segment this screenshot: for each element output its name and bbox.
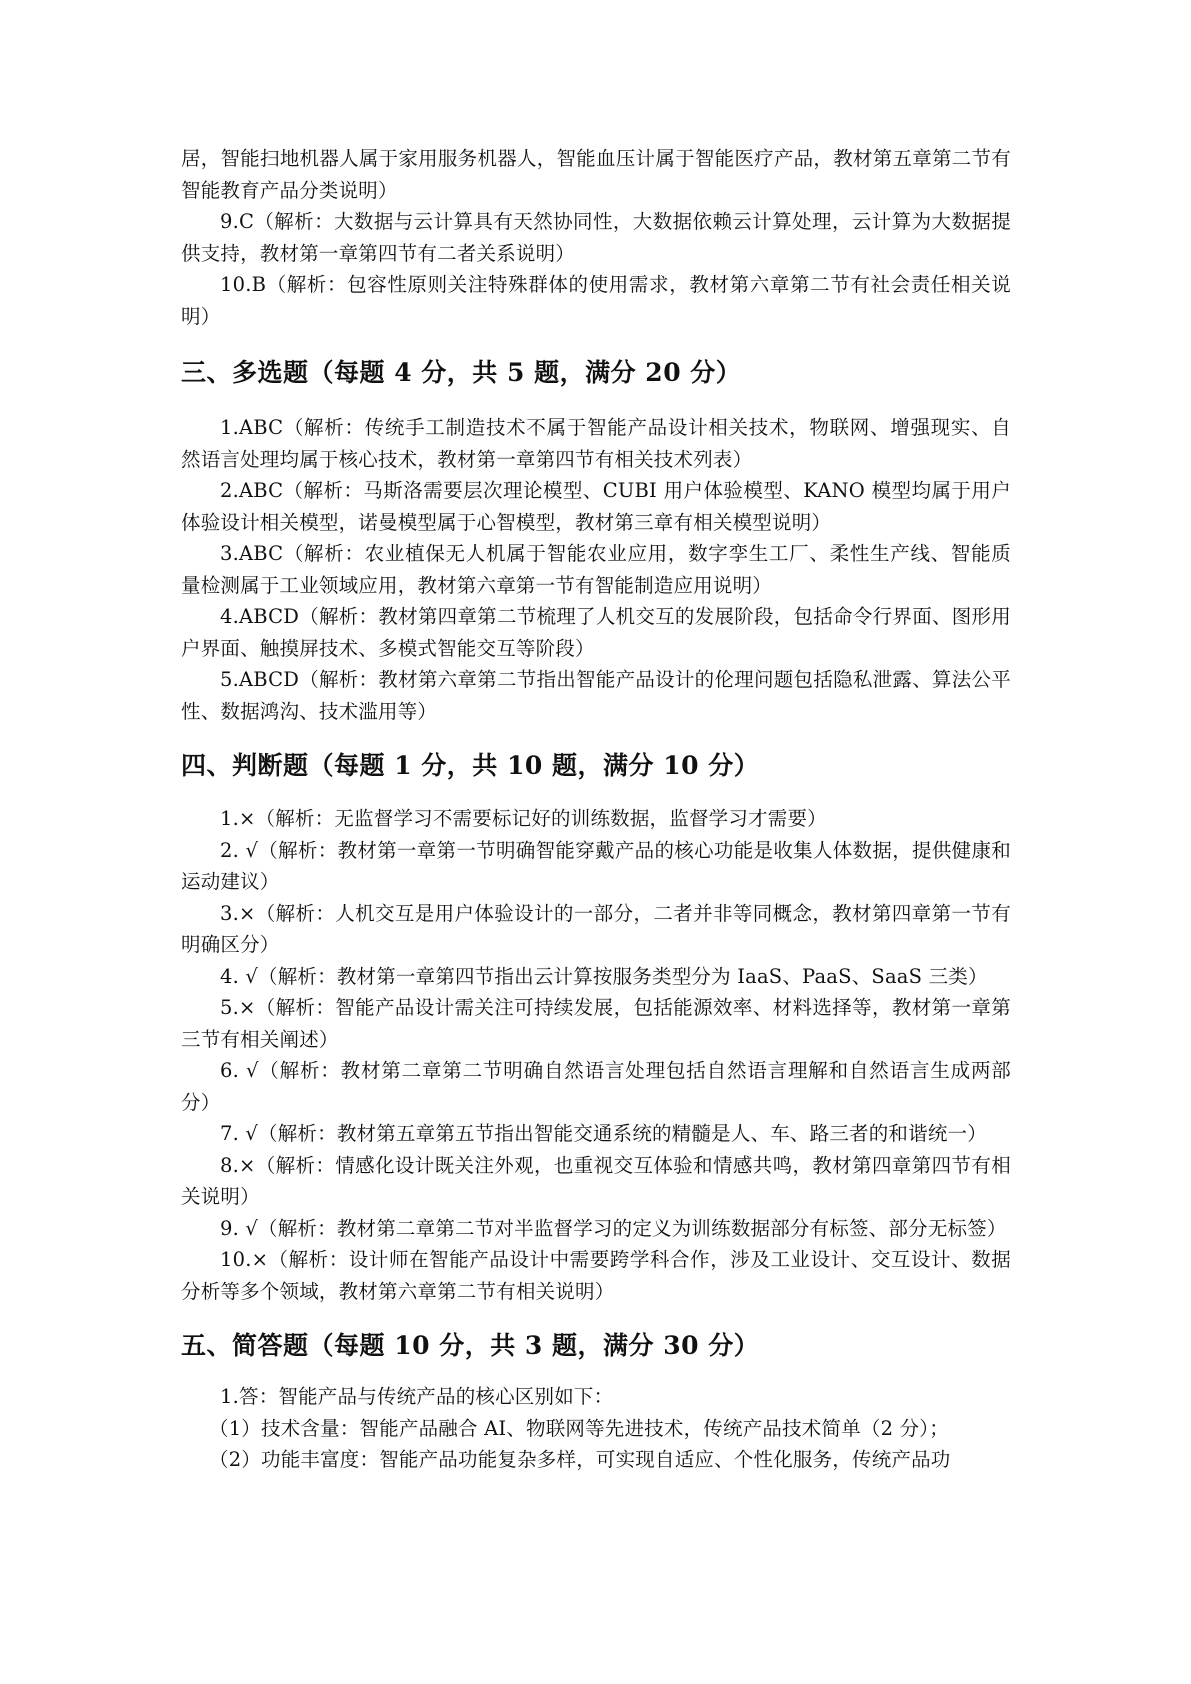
answer-sec3-q1: 1.ABC（解析：传统手工制造技术不属于智能产品设计相关技术，物联网、增强现实、自然语言处理均属于核心技术，教材第一章第四节有相关技术列表） <box>181 416 1011 471</box>
answer-sec2-q9: 9.C（解析：大数据与云计算具有天然协同性，大数据依赖云计算处理，云计算为大数据提供支持，教材第一章第四节有二者关系说明） <box>181 210 1011 265</box>
answer-sec3-q4: 4.ABCD（解析：教材第四章第二节梳理了人机交互的发展阶段，包括命令行界面、图形用户界面、触摸屏技术、多模式智能交互等阶段） <box>181 605 1011 660</box>
answer-sec5-q1-intro: 1.答：智能产品与传统产品的核心区别如下： <box>220 1385 614 1408</box>
answer-sec4-q5: 5.×（解析：智能产品设计需关注可持续发展，包括能源效率、材料选择等，教材第一章第三节有相关阐述） <box>181 996 1011 1051</box>
answer-sec4-q2: 2. √（解析：教材第一章第一节明确智能穿戴产品的核心功能是收集人体数据，提供健康和运动建议） <box>181 838 1011 893</box>
answer-sec5-q1-point2: （2）功能丰富度：智能产品功能复杂多样，可实现自适应、个性化服务，传统产品功 <box>209 1448 951 1471</box>
answer-sec3-q3: 3.ABC（解析：农业植保无人机属于智能农业应用，数字孪生工厂、柔性生产线、智能质量检测属于工业领域应用，教材第六章第一节有智能制造应用说明） <box>181 542 1011 597</box>
answer-sec2-q10: 10.B（解析：包容性原则关注特殊群体的使用需求，教材第六章第二节有社会责任相关说明） <box>181 273 1011 328</box>
section-heading-short-answer: 五、简答题（每题 10 分，共 3 题，满分 30 分） <box>181 1331 760 1360</box>
answer-sec4-q9: 9. √（解析：教材第二章第二节对半监督学习的定义为训练数据部分有标签、部分无标签） <box>220 1216 1007 1240</box>
answer-sec4-q1: 1.×（解析：无监督学习不需要标记好的训练数据，监督学习才需要） <box>220 807 827 830</box>
answer-sec4-q7: 7. √（解析：教材第五章第五节指出智能交通系统的精髓是人、车、路三者的和谐统一） <box>220 1122 987 1145</box>
answer-sec4-q4: 4. √（解析：教材第一章第四节指出云计算按服务类型分为 IaaS、PaaS、SaaS 三类） <box>220 964 988 988</box>
answer-sec4-q6: 6. √（解析：教材第二章第二节明确自然语言处理包括自然语言理解和自然语言生成两部分） <box>181 1059 1011 1114</box>
answer-sec4-q3: 3.×（解析：人机交互是用户体验设计的一部分，二者并非等同概念，教材第四章第一节有明确区分） <box>181 901 1011 956</box>
section-heading-true-false: 四、判断题（每题 1 分，共 10 题，满分 10 分） <box>181 751 760 780</box>
section-heading-multiple-choice: 三、多选题（每题 4 分，共 5 题，满分 20 分） <box>181 358 742 387</box>
answer-section2-continuation: 居，智能扫地机器人属于家用服务机器人，智能血压计属于智能医疗产品，教材第五章第二节有智能教育产品分类说明） <box>181 147 1011 202</box>
answer-sec5-q1-point1: （1）技术含量：智能产品融合 AI、物联网等先进技术，传统产品技术简单（2 分）； <box>209 1416 949 1440</box>
answer-sec3-q5: 5.ABCD（解析：教材第六章第二节指出智能产品设计的伦理问题包括隐私泄露、算法公平性、数据鸿沟、技术滥用等） <box>181 668 1011 723</box>
answer-sec4-q8: 8.×（解析：情感化设计既关注外观，也重视交互体验和情感共鸣，教材第四章第四节有相关说明） <box>181 1153 1011 1208</box>
answer-sec4-q10: 10.×（解析：设计师在智能产品设计中需要跨学科合作，涉及工业设计、交互设计、数据分析等多个领域，教材第六章第二节有相关说明） <box>181 1248 1011 1303</box>
answer-sec3-q2: 2.ABC（解析：马斯洛需要层次理论模型、CUBI 用户体验模型、KANO 模型均属于用户体验设计相关模型，诺曼模型属于心智模型，教材第三章有相关模型说明） <box>181 479 1011 534</box>
